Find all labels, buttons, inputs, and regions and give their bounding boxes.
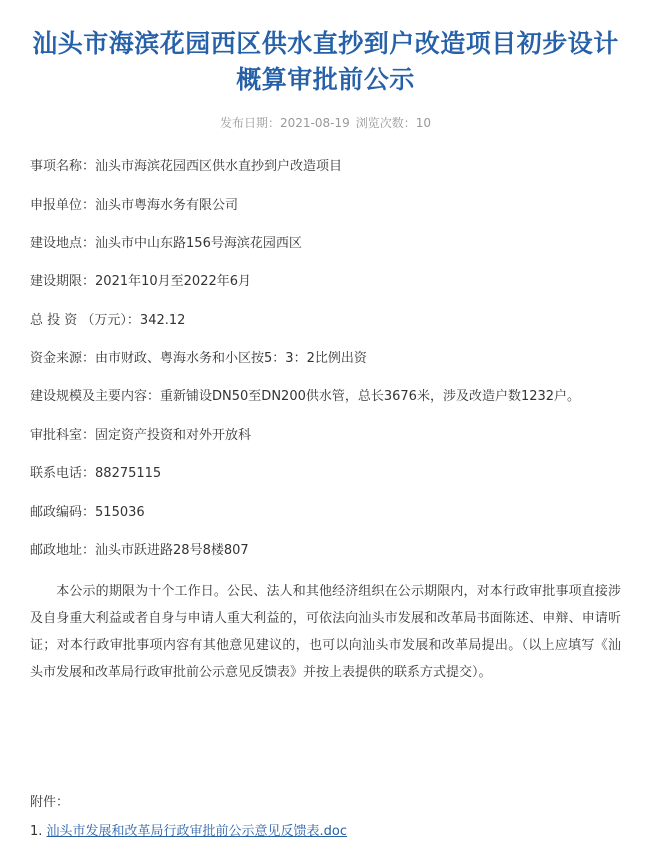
field-value: 重新铺设DN50至DN200供水管，总长3676米，涉及改造户数1232户。 xyxy=(160,389,581,404)
field-label: 联系电话 xyxy=(30,466,83,481)
attachment-link[interactable]: 汕头市发展和改革局行政审批前公示意见反馈表.doc xyxy=(46,824,348,839)
field-label: 邮政地址 xyxy=(30,543,83,558)
article-meta xyxy=(0,114,651,132)
field-label: 申报单位 xyxy=(30,198,83,213)
field-total-investment: 总 投 资 （万元）：342.12 xyxy=(30,313,186,328)
field-label: 邮政编码 xyxy=(30,505,83,520)
view-count: 浏览次数：10 xyxy=(355,116,432,130)
field-phone: 联系电话：88275115 xyxy=(30,466,162,481)
field-label: 事项名称 xyxy=(30,159,83,174)
attachment-item xyxy=(30,823,347,841)
field-period: 建设期限：2021年10月至2022年6月 xyxy=(30,274,252,289)
field-label: 建设规模及主要内容 xyxy=(30,389,148,404)
field-value: 汕头市粤海水务有限公司 xyxy=(95,198,239,213)
field-value: 342.12 xyxy=(139,313,186,328)
field-label: 建设地点 xyxy=(30,236,83,251)
field-item-name: 事项名称：汕头市海滨花园西区供水直抄到户改造项目 xyxy=(30,159,343,174)
field-label: 资金来源 xyxy=(30,351,83,366)
field-department: 审批科室：固定资产投资和对外开放科 xyxy=(30,428,252,443)
field-label: 总 投 资 （万元） xyxy=(30,313,127,328)
field-label: 建设期限 xyxy=(30,274,83,289)
field-value: 由市财政、粤海水务和小区按5：3：2比例出资 xyxy=(95,351,367,366)
field-label: 审批科室 xyxy=(30,428,83,443)
field-value: 汕头市海滨花园西区供水直抄到户改造项目 xyxy=(95,159,343,174)
attachments-label: 附件： xyxy=(30,795,70,810)
field-value: 汕头市跃进路28号8楼807 xyxy=(95,543,249,558)
notice-text: 本公示的期限为十个工作日。公民、法人和其他经济组织在公示期限内，对本行政审批事项直接涉及自身重大利益或者自身与申请人重大利益的，可依法向汕头市发展和改革局书面陈述、申辩、申请听证；对本行政审批事项内容有其他意见建议的，也可以向汕头市发展和改革局提出。（以上应填写《汕头市发展和改革局行政审批前公示意见反馈表》并按上表提供的联系方式提交）。 xyxy=(30,584,621,680)
notice-paragraph xyxy=(30,578,621,686)
field-value: 2021年10月至2022年6月 xyxy=(95,274,252,289)
field-value: 汕头市中山东路156号海滨花园西区 xyxy=(95,236,302,251)
field-value: 固定资产投资和对外开放科 xyxy=(95,428,252,443)
publish-date: 发布日期：2021-08-19 xyxy=(219,116,350,130)
page-title: 汕头市海滨花园西区供水直抄到户改造项目初步设计概算审批前公示 xyxy=(32,29,619,94)
field-value: 515036 xyxy=(95,505,145,520)
field-location: 建设地点：汕头市中山东路156号海滨花园西区 xyxy=(30,236,302,251)
field-address: 邮政地址：汕头市跃进路28号8楼807 xyxy=(30,543,249,558)
field-scale-content: 建设规模及主要内容：重新铺设DN50至DN200供水管，总长3676米，涉及改造户数1232户。 xyxy=(30,389,581,404)
field-value: 88275115 xyxy=(95,466,162,481)
field-funding-source: 资金来源：由市财政、粤海水务和小区按5：3：2比例出资 xyxy=(30,351,367,366)
field-postcode: 邮政编码：515036 xyxy=(30,505,145,520)
field-applicant: 申报单位：汕头市粤海水务有限公司 xyxy=(30,198,239,213)
attachment-index: 1. xyxy=(30,824,43,839)
